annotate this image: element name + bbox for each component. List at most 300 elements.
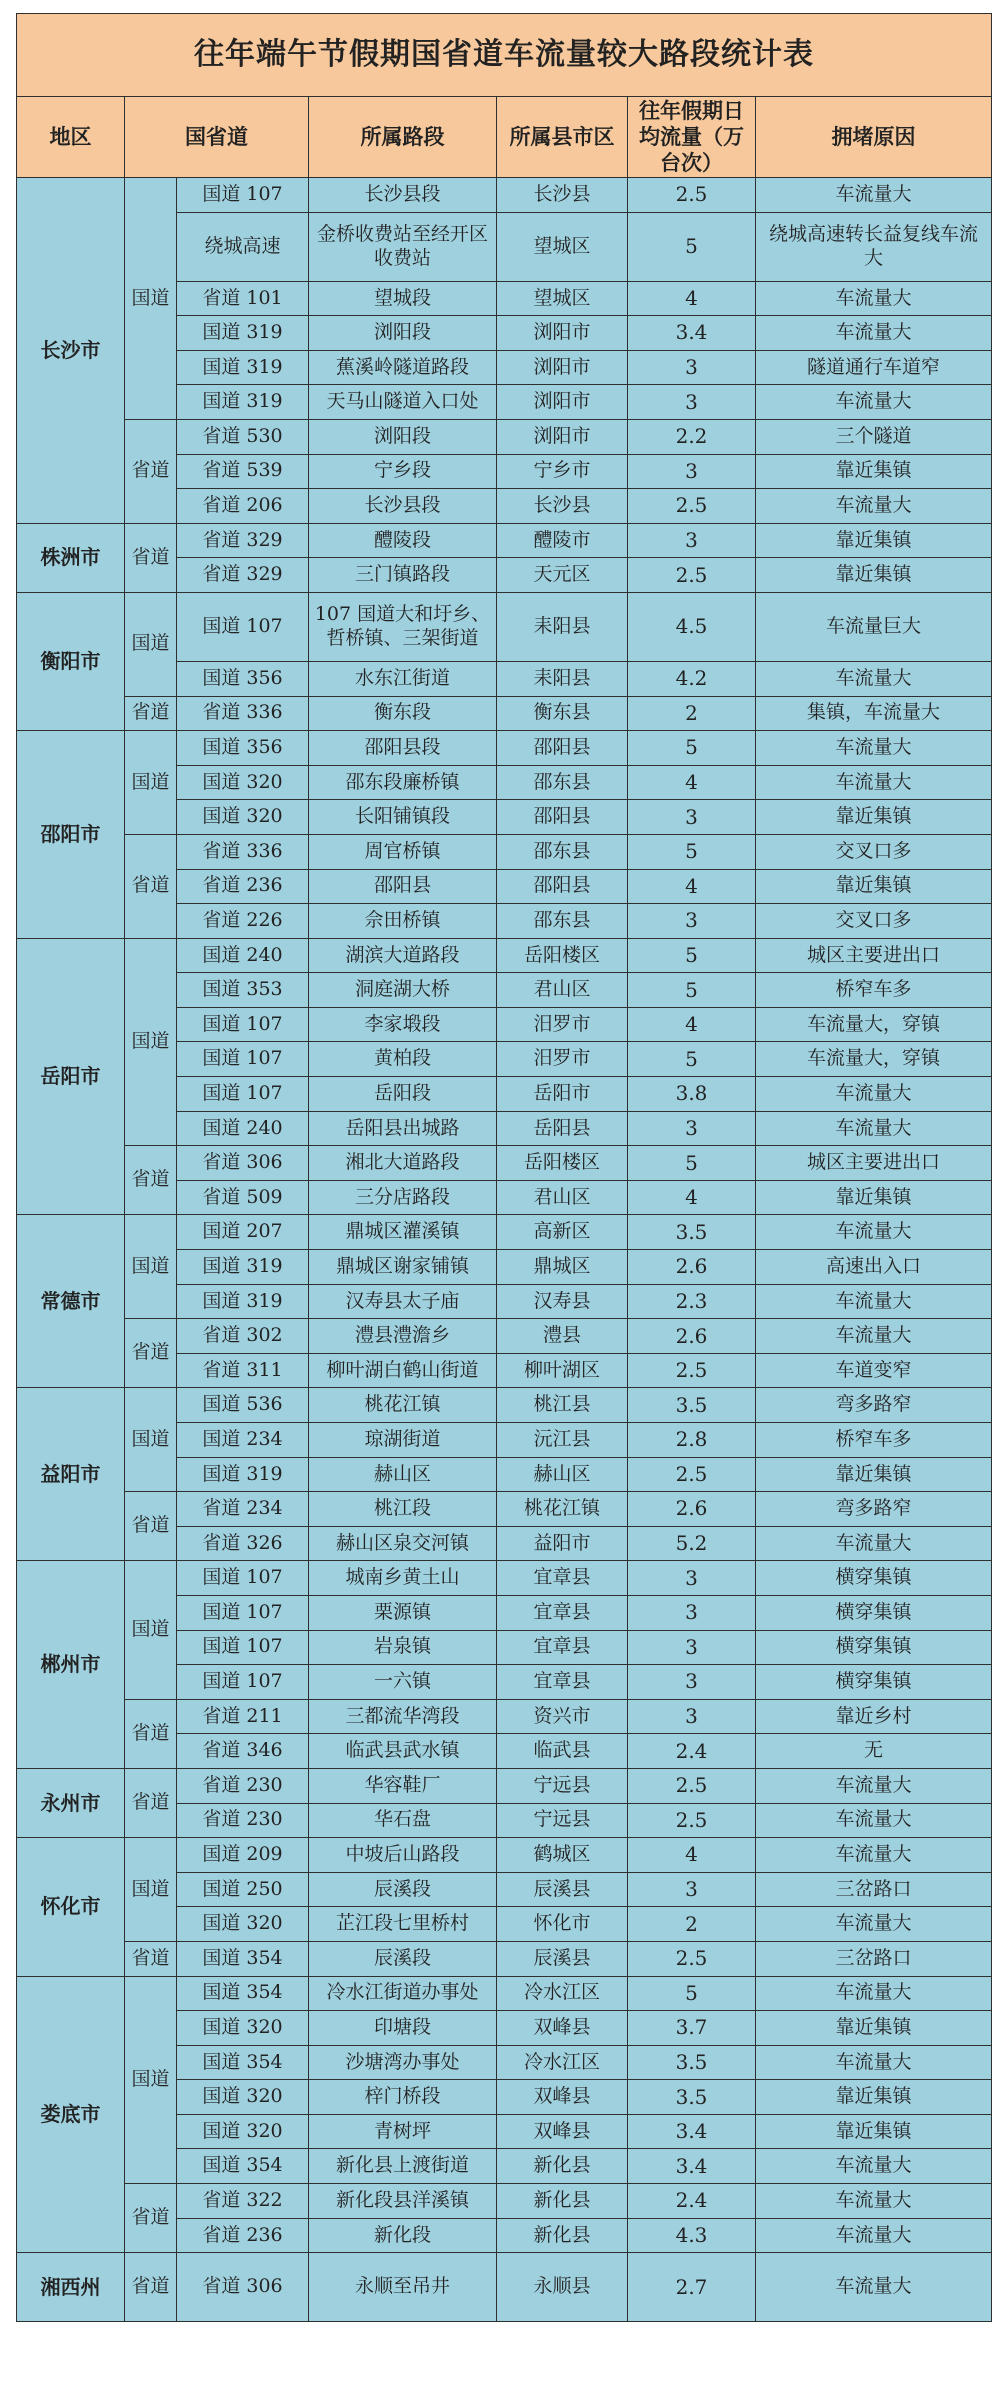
road-segment: 107 国道大和圩乡、哲桥镇、三架街道 (309, 592, 497, 661)
county-name: 汨罗市 (497, 1042, 628, 1077)
county-name: 浏阳市 (497, 316, 628, 351)
road-number: 省道 322 (177, 2184, 309, 2219)
road-type: 省道 (125, 1941, 177, 1976)
county-name: 汨罗市 (497, 1007, 628, 1042)
road-segment: 青树坪 (309, 2114, 497, 2149)
road-number: 国道 536 (177, 1388, 309, 1423)
road-number: 省道 539 (177, 454, 309, 489)
table-container (16, 13, 991, 2322)
county-name: 浏阳市 (497, 385, 628, 420)
header-road: 国省道 (125, 97, 309, 178)
road-number: 国道 207 (177, 1215, 309, 1250)
road-number: 国道 107 (177, 1042, 309, 1077)
congestion-reason: 集镇，车流量大 (756, 696, 992, 731)
region-name: 益阳市 (17, 1388, 125, 1561)
congestion-reason: 车流量大 (756, 1838, 992, 1873)
county-name: 宜章县 (497, 1630, 628, 1665)
road-type: 省道 (125, 1699, 177, 1768)
daily-flow: 3.5 (628, 2080, 756, 2115)
daily-flow: 4 (628, 281, 756, 316)
county-name: 邵阳县 (497, 869, 628, 904)
congestion-reason: 车流量大 (756, 765, 992, 800)
road-number: 国道 319 (177, 316, 309, 351)
table-row (17, 731, 992, 766)
congestion-reason: 靠近集镇 (756, 2080, 992, 2115)
table-row (17, 1215, 992, 1250)
daily-flow: 4 (628, 869, 756, 904)
county-name: 辰溪县 (497, 1941, 628, 1976)
daily-flow: 5 (628, 973, 756, 1008)
road-segment: 岳阳县出城路 (309, 1111, 497, 1146)
county-name: 冷水江区 (497, 2045, 628, 2080)
county-name: 赫山区 (497, 1457, 628, 1492)
road-number: 国道 320 (177, 800, 309, 835)
congestion-reason: 靠近集镇 (756, 869, 992, 904)
county-name: 耒阳县 (497, 592, 628, 661)
daily-flow: 2.5 (628, 1457, 756, 1492)
table-row (17, 1838, 992, 1873)
region-name: 郴州市 (17, 1561, 125, 1769)
daily-flow: 2.5 (628, 489, 756, 524)
daily-flow: 2.7 (628, 2253, 756, 2322)
road-number: 省道 236 (177, 2218, 309, 2253)
table-row (17, 2184, 992, 2219)
road-type: 国道 (125, 1388, 177, 1492)
county-name: 宜章县 (497, 1595, 628, 1630)
table-row (17, 1941, 992, 1976)
road-number: 省道 302 (177, 1319, 309, 1354)
congestion-reason: 横穿集镇 (756, 1561, 992, 1596)
congestion-reason: 城区主要进出口 (756, 938, 992, 973)
daily-flow: 2.5 (628, 178, 756, 213)
congestion-reason: 横穿集镇 (756, 1595, 992, 1630)
daily-flow: 3 (628, 1111, 756, 1146)
road-segment: 蕉溪岭隧道路段 (309, 350, 497, 385)
road-type: 国道 (125, 731, 177, 835)
county-name: 桃江县 (497, 1388, 628, 1423)
county-name: 宜章县 (497, 1561, 628, 1596)
table-row (17, 2253, 992, 2322)
road-segment: 鼎城区灌溪镇 (309, 1215, 497, 1250)
region-name: 怀化市 (17, 1838, 125, 1976)
county-name: 邵阳县 (497, 800, 628, 835)
congestion-reason: 车流量大 (756, 385, 992, 420)
county-name: 长沙县 (497, 489, 628, 524)
road-segment: 梓门桥段 (309, 2080, 497, 2115)
road-type: 国道 (125, 178, 177, 420)
table-row (17, 592, 992, 661)
congestion-reason: 车流量大 (756, 2218, 992, 2253)
daily-flow: 4.3 (628, 2218, 756, 2253)
road-number: 省道 346 (177, 1734, 309, 1769)
region-name: 株洲市 (17, 523, 125, 592)
region-name: 长沙市 (17, 178, 125, 524)
road-segment: 三都流华湾段 (309, 1699, 497, 1734)
road-segment: 宁乡段 (309, 454, 497, 489)
road-segment: 琼湖街道 (309, 1423, 497, 1458)
congestion-reason: 车流量大 (756, 1284, 992, 1319)
road-segment: 辰溪段 (309, 1941, 497, 1976)
congestion-reason: 靠近集镇 (756, 558, 992, 593)
congestion-reason: 三岔路口 (756, 1872, 992, 1907)
congestion-reason: 绕城高速转长益复线车流大 (756, 212, 992, 281)
daily-flow: 2.5 (628, 1353, 756, 1388)
road-segment: 新化段县洋溪镇 (309, 2184, 497, 2219)
congestion-reason: 车流量大 (756, 489, 992, 524)
county-name: 双峰县 (497, 2114, 628, 2149)
road-number: 绕城高速 (177, 212, 309, 281)
congestion-reason: 车流量大 (756, 178, 992, 213)
road-number: 省道 509 (177, 1180, 309, 1215)
road-number: 省道 530 (177, 419, 309, 454)
road-segment: 佘田桥镇 (309, 904, 497, 939)
road-segment: 印塘段 (309, 2011, 497, 2046)
county-name: 邵阳县 (497, 731, 628, 766)
road-number: 国道 319 (177, 385, 309, 420)
road-segment: 望城段 (309, 281, 497, 316)
road-segment: 华石盘 (309, 1803, 497, 1838)
daily-flow: 2.3 (628, 1284, 756, 1319)
county-name: 高新区 (497, 1215, 628, 1250)
congestion-reason: 车流量大，穿镇 (756, 1007, 992, 1042)
road-segment: 洞庭湖大桥 (309, 973, 497, 1008)
road-segment: 浏阳段 (309, 316, 497, 351)
daily-flow: 4 (628, 765, 756, 800)
congestion-reason: 车道变窄 (756, 1353, 992, 1388)
county-name: 君山区 (497, 973, 628, 1008)
road-type: 国道 (125, 592, 177, 696)
road-number: 国道 320 (177, 1907, 309, 1942)
road-type: 国道 (125, 1215, 177, 1319)
county-name: 宁远县 (497, 1803, 628, 1838)
county-name: 岳阳县 (497, 1111, 628, 1146)
road-segment: 桃江段 (309, 1492, 497, 1527)
county-name: 邵东县 (497, 765, 628, 800)
daily-flow: 5 (628, 731, 756, 766)
road-number: 国道 320 (177, 2080, 309, 2115)
county-name: 双峰县 (497, 2011, 628, 2046)
table-row (17, 1146, 992, 1181)
county-name: 邵东县 (497, 834, 628, 869)
county-name: 浏阳市 (497, 350, 628, 385)
congestion-reason: 交叉口多 (756, 904, 992, 939)
county-name: 宁乡市 (497, 454, 628, 489)
road-segment: 一六镇 (309, 1665, 497, 1700)
daily-flow: 3.7 (628, 2011, 756, 2046)
county-name: 新化县 (497, 2149, 628, 2184)
region-name: 永州市 (17, 1768, 125, 1837)
road-number: 国道 107 (177, 1007, 309, 1042)
road-type: 省道 (125, 2253, 177, 2322)
congestion-reason: 靠近集镇 (756, 2114, 992, 2149)
county-name: 资兴市 (497, 1699, 628, 1734)
road-segment: 澧县澧澹乡 (309, 1319, 497, 1354)
road-number: 国道 250 (177, 1872, 309, 1907)
road-segment: 金桥收费站至经开区收费站 (309, 212, 497, 281)
congestion-reason: 车流量大 (756, 1111, 992, 1146)
congestion-reason: 车流量大 (756, 1907, 992, 1942)
road-number: 国道 354 (177, 2045, 309, 2080)
county-name: 望城区 (497, 212, 628, 281)
road-type: 省道 (125, 834, 177, 938)
congestion-reason: 弯多路窄 (756, 1492, 992, 1527)
daily-flow: 3 (628, 1872, 756, 1907)
county-name: 浏阳市 (497, 419, 628, 454)
header-region: 地区 (17, 97, 125, 178)
congestion-reason: 靠近集镇 (756, 1457, 992, 1492)
daily-flow: 2.6 (628, 1319, 756, 1354)
road-segment: 芷江段七里桥村 (309, 1907, 497, 1942)
road-type: 国道 (125, 1838, 177, 1942)
daily-flow: 4 (628, 1007, 756, 1042)
road-number: 省道 336 (177, 834, 309, 869)
road-number: 国道 354 (177, 1941, 309, 1976)
daily-flow: 4.5 (628, 592, 756, 661)
county-name: 怀化市 (497, 1907, 628, 1942)
road-segment: 冷水江街道办事处 (309, 1976, 497, 2011)
county-name: 桃花江镇 (497, 1492, 628, 1527)
congestion-reason: 车流量大 (756, 281, 992, 316)
congestion-reason: 交叉口多 (756, 834, 992, 869)
road-segment: 醴陵段 (309, 523, 497, 558)
congestion-reason: 车流量大 (756, 1077, 992, 1112)
road-segment: 岩泉镇 (309, 1630, 497, 1665)
road-segment: 永顺至吊井 (309, 2253, 497, 2322)
road-type: 国道 (125, 1976, 177, 2184)
table-row (17, 419, 992, 454)
road-number: 省道 230 (177, 1768, 309, 1803)
daily-flow: 3 (628, 523, 756, 558)
region-name: 岳阳市 (17, 938, 125, 1215)
header-reason: 拥堵原因 (756, 97, 992, 178)
road-number: 国道 354 (177, 1976, 309, 2011)
road-segment: 邵东段廉桥镇 (309, 765, 497, 800)
county-name: 新化县 (497, 2184, 628, 2219)
congestion-reason: 车流量大 (756, 1319, 992, 1354)
county-name: 邵东县 (497, 904, 628, 939)
daily-flow: 3 (628, 1665, 756, 1700)
road-segment: 三分店路段 (309, 1180, 497, 1215)
region-name: 常德市 (17, 1215, 125, 1388)
county-name: 岳阳楼区 (497, 938, 628, 973)
road-type: 省道 (125, 696, 177, 731)
congestion-reason: 车流量大，穿镇 (756, 1042, 992, 1077)
table-row (17, 1492, 992, 1527)
county-name: 天元区 (497, 558, 628, 593)
congestion-reason: 车流量大 (756, 2149, 992, 2184)
road-segment: 沙塘湾办事处 (309, 2045, 497, 2080)
road-number: 省道 329 (177, 558, 309, 593)
region-name: 邵阳市 (17, 731, 125, 939)
road-segment: 华容鞋厂 (309, 1768, 497, 1803)
road-number: 省道 206 (177, 489, 309, 524)
table-row (17, 523, 992, 558)
traffic-statistics-table (16, 13, 992, 2322)
congestion-reason: 三岔路口 (756, 1941, 992, 1976)
table-row (17, 1976, 992, 2011)
daily-flow: 5 (628, 1976, 756, 2011)
road-number: 省道 230 (177, 1803, 309, 1838)
road-number: 国道 356 (177, 731, 309, 766)
daily-flow: 3 (628, 800, 756, 835)
road-segment: 赫山区泉交河镇 (309, 1526, 497, 1561)
county-name: 耒阳县 (497, 661, 628, 696)
county-name: 临武县 (497, 1734, 628, 1769)
table-row (17, 696, 992, 731)
road-number: 国道 320 (177, 2011, 309, 2046)
congestion-reason: 靠近集镇 (756, 800, 992, 835)
road-number: 国道 240 (177, 938, 309, 973)
road-number: 国道 319 (177, 1457, 309, 1492)
daily-flow: 4 (628, 1838, 756, 1873)
county-name: 柳叶湖区 (497, 1353, 628, 1388)
road-type: 国道 (125, 938, 177, 1146)
county-name: 长沙县 (497, 178, 628, 213)
congestion-reason: 车流量大 (756, 1768, 992, 1803)
road-type: 省道 (125, 419, 177, 523)
daily-flow: 2 (628, 1907, 756, 1942)
county-name: 冷水江区 (497, 1976, 628, 2011)
congestion-reason: 车流量巨大 (756, 592, 992, 661)
congestion-reason: 车流量大 (756, 1215, 992, 1250)
daily-flow: 2.2 (628, 419, 756, 454)
congestion-reason: 桥窄车多 (756, 973, 992, 1008)
daily-flow: 3 (628, 904, 756, 939)
road-type: 省道 (125, 1146, 177, 1215)
road-type: 省道 (125, 1768, 177, 1837)
county-name: 岳阳楼区 (497, 1146, 628, 1181)
daily-flow: 3.8 (628, 1077, 756, 1112)
daily-flow: 3 (628, 454, 756, 489)
road-number: 国道 107 (177, 178, 309, 213)
congestion-reason: 横穿集镇 (756, 1665, 992, 1700)
road-segment: 新化段 (309, 2218, 497, 2253)
road-number: 国道 353 (177, 973, 309, 1008)
table-row (17, 1768, 992, 1803)
county-name: 宜章县 (497, 1665, 628, 1700)
region-name: 湘西州 (17, 2253, 125, 2322)
road-segment: 临武县武水镇 (309, 1734, 497, 1769)
road-segment: 辰溪段 (309, 1872, 497, 1907)
congestion-reason: 车流量大 (756, 731, 992, 766)
congestion-reason: 横穿集镇 (756, 1630, 992, 1665)
table-row (17, 1319, 992, 1354)
congestion-reason: 城区主要进出口 (756, 1146, 992, 1181)
daily-flow: 3 (628, 350, 756, 385)
daily-flow: 3.4 (628, 2114, 756, 2149)
road-segment: 三门镇路段 (309, 558, 497, 593)
road-segment: 中坡后山路段 (309, 1838, 497, 1873)
daily-flow: 2.5 (628, 1803, 756, 1838)
table-row (17, 178, 992, 213)
road-number: 省道 211 (177, 1699, 309, 1734)
congestion-reason: 桥窄车多 (756, 1423, 992, 1458)
road-number: 省道 236 (177, 869, 309, 904)
congestion-reason: 靠近集镇 (756, 454, 992, 489)
table-row (17, 1699, 992, 1734)
congestion-reason: 车流量大 (756, 1526, 992, 1561)
road-number: 国道 240 (177, 1111, 309, 1146)
road-number: 省道 101 (177, 281, 309, 316)
daily-flow: 2.4 (628, 1734, 756, 1769)
road-number: 省道 326 (177, 1526, 309, 1561)
daily-flow: 5 (628, 938, 756, 973)
county-name: 望城区 (497, 281, 628, 316)
header-flow: 往年假期日均流量（万台次） (628, 97, 756, 178)
road-segment: 赫山区 (309, 1457, 497, 1492)
road-segment: 衡东段 (309, 696, 497, 731)
road-number: 国道 107 (177, 1630, 309, 1665)
table-row (17, 834, 992, 869)
road-number: 省道 226 (177, 904, 309, 939)
road-segment: 周官桥镇 (309, 834, 497, 869)
congestion-reason: 靠近集镇 (756, 2011, 992, 2046)
county-name: 沅江县 (497, 1423, 628, 1458)
daily-flow: 3.5 (628, 1215, 756, 1250)
daily-flow: 4.2 (628, 661, 756, 696)
road-segment: 湖滨大道路段 (309, 938, 497, 973)
road-type: 省道 (125, 1319, 177, 1388)
road-segment: 水东江街道 (309, 661, 497, 696)
daily-flow: 5 (628, 1146, 756, 1181)
table-body (17, 178, 992, 2322)
daily-flow: 2.5 (628, 1941, 756, 1976)
congestion-reason: 靠近乡村 (756, 1699, 992, 1734)
table-row (17, 938, 992, 973)
congestion-reason: 无 (756, 1734, 992, 1769)
region-name: 衡阳市 (17, 592, 125, 730)
table-row (17, 1388, 992, 1423)
daily-flow: 3 (628, 1699, 756, 1734)
county-name: 汉寿县 (497, 1284, 628, 1319)
daily-flow: 4 (628, 1180, 756, 1215)
road-type: 省道 (125, 1492, 177, 1561)
congestion-reason: 弯多路窄 (756, 1388, 992, 1423)
road-number: 国道 319 (177, 1250, 309, 1285)
road-segment: 黄柏段 (309, 1042, 497, 1077)
road-segment: 新化县上渡街道 (309, 2149, 497, 2184)
road-number: 国道 234 (177, 1423, 309, 1458)
road-segment: 长阳铺镇段 (309, 800, 497, 835)
road-number: 国道 107 (177, 1077, 309, 1112)
congestion-reason: 车流量大 (756, 2253, 992, 2322)
daily-flow: 3.5 (628, 1388, 756, 1423)
road-segment: 城南乡黄土山 (309, 1561, 497, 1596)
header-segment: 所属路段 (309, 97, 497, 178)
congestion-reason: 车流量大 (756, 2045, 992, 2080)
road-segment: 岳阳段 (309, 1077, 497, 1112)
road-segment: 栗源镇 (309, 1595, 497, 1630)
header-county: 所属县市区 (497, 97, 628, 178)
daily-flow: 3 (628, 385, 756, 420)
daily-flow: 2.5 (628, 558, 756, 593)
county-name: 鼎城区 (497, 1250, 628, 1285)
road-segment: 湘北大道路段 (309, 1146, 497, 1181)
congestion-reason: 靠近集镇 (756, 523, 992, 558)
road-segment: 李家塅段 (309, 1007, 497, 1042)
road-segment: 桃花江镇 (309, 1388, 497, 1423)
daily-flow: 3 (628, 1630, 756, 1665)
county-name: 双峰县 (497, 2080, 628, 2115)
road-segment: 邵阳县段 (309, 731, 497, 766)
daily-flow: 3 (628, 1561, 756, 1596)
region-name: 娄底市 (17, 1976, 125, 2253)
county-name: 益阳市 (497, 1526, 628, 1561)
road-number: 省道 234 (177, 1492, 309, 1527)
road-number: 省道 329 (177, 523, 309, 558)
daily-flow: 2.6 (628, 1492, 756, 1527)
road-number: 国道 320 (177, 2114, 309, 2149)
